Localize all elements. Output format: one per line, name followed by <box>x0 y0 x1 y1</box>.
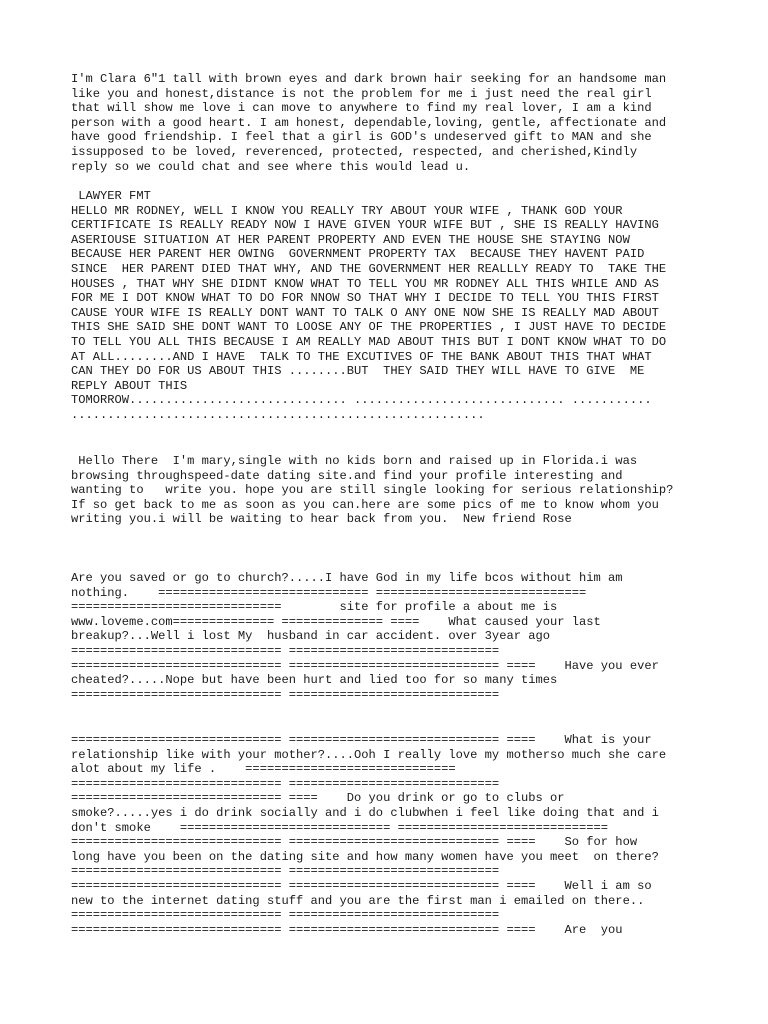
text-line: ============================= ============================= <box>71 687 500 702</box>
text-line: www.loveme.com============== ============== ==== What caused your last <box>71 614 601 629</box>
text-line: HOUSES , THAT WHY SHE DIDNT KNOW WHAT TO TELL YOU MR RODNEY ALL THIS WHILE AND AS <box>71 276 659 291</box>
text-line: TO TELL YOU ALL THIS BECAUSE I AM REALLY MAD ABOUT THIS BUT I DONT KNOW WHAT TO DO <box>71 335 667 349</box>
text-line: ============================= ============================= ==== Well i am so <box>71 879 652 893</box>
text-line: ============================= ============================= <box>71 776 500 791</box>
text-line: ============================= ==== Do you drink or go to clubs or <box>71 791 565 806</box>
text-line: SINCE HER PARENT DIED THAT WHY, AND THE GOVERNMENT HER REALLLY READY TO TAKE THE <box>71 262 667 276</box>
text-line: smoke?.....yes i do drink socially and i do clubwhen i feel like doing that and i <box>71 806 659 820</box>
text-line: CERTIFICATE IS REALLY READY NOW I HAVE GIVEN YOUR WIFE BUT , SHE IS REALLY HAVING <box>71 218 659 233</box>
text-line: have good friendship. I feel that a girl is GOD's undeserved gift to MAN and she <box>71 130 652 145</box>
text-line: THIS SHE SAID SHE DONT WANT TO LOOSE ANY OF THE PROPERTIES , I JUST HAVE TO DECIDE <box>71 320 667 335</box>
text-line: that will show me love i can move to anywhere to find my real lover, I am a kind <box>71 101 652 116</box>
text-line: reply so we could chat and see where this would lead u. <box>71 159 471 174</box>
text-line: FOR ME I DOT KNOW WHAT TO DO FOR NNOW SO THAT WHY I DECIDE TO TELL YOU THIS FIRST <box>71 291 659 306</box>
text-line: LAWYER FMT <box>71 189 151 203</box>
text-line: don't smoke ============================= ============================= <box>71 820 609 835</box>
text-line: ============================= ============================= ==== Are you <box>71 922 623 937</box>
text-line: CAN THEY DO FOR US ABOUT THIS ........BUT THEY SAID THEY WILL HAVE TO GIVE ME <box>71 364 645 379</box>
text-line: browsing throughspeed-date dating site.and find your profile interesting and <box>71 468 623 483</box>
text-line: issupposed to be loved, reverenced, protected, respected, and cherished,Kindly <box>71 145 638 159</box>
text-line: writing you.i will be waiting to hear back from you. New friend Rose <box>71 512 572 527</box>
text-line: If so get back to me as soon as you can.here are some pics of me to know whom you <box>71 497 659 512</box>
text-line: new to the internet dating stuff and you are the first man i emailed on there.. <box>71 893 645 908</box>
text-line: HELLO MR RODNEY, WELL I KNOW YOU REALLY TRY ABOUT YOUR WIFE , THANK GOD YOUR <box>71 203 623 218</box>
text-line: ============================= ============================= ==== What is your <box>71 733 652 747</box>
text-line: REPLY ABOUT THIS <box>71 378 188 393</box>
text-line: I'm Clara 6"1 tall with brown eyes and dark brown hair seeking for an handsome man <box>71 72 667 86</box>
text-line: cheated?.....Nope but have been hurt and lied too for so many times <box>71 673 558 688</box>
text-line: ......................................................... <box>71 408 485 422</box>
text-line: ASERIOUSE SITUATION AT HER PARENT PROPERTY AND EVEN THE HOUSE SHE STAYING NOW <box>71 232 630 247</box>
text-line: CAUSE YOUR WIFE IS REALLY DONT WANT TO TALK O ANY ONE NOW SHE IS REALLY MAD ABOUT <box>71 305 659 320</box>
text-line: AT ALL........AND I HAVE TALK TO THE EXCUTIVES OF THE BANK ABOUT THIS THAT WHAT <box>71 349 652 364</box>
text-line: nothing. ============================= ============================= <box>71 585 587 600</box>
text-line: person with a good heart. I am honest, dependable,loving, gentle, affectionate and <box>71 115 667 130</box>
text-line: ============================= site for profile a about me is <box>71 600 558 615</box>
text-line: ============================= ============================= <box>71 908 500 923</box>
text-line: wanting to write you. hope you are still single looking for serious relationship? <box>71 483 674 498</box>
text-line: ============================= ============================= ==== So for how <box>71 835 638 850</box>
text-line: ============================= ============================= ==== Have you ever <box>71 658 659 673</box>
text-line: ============================= ============================= <box>71 644 500 658</box>
text-line: Are you saved or go to church?.....I have God in my life bcos without him am <box>71 571 623 585</box>
text-line: like you and honest,distance is not the problem for me i just need the real girl <box>71 86 652 101</box>
text-line: alot about my life . ============================= <box>71 762 456 777</box>
text-line: BECAUSE HER PARENT HER OWING GOVERNMENT PROPERTY TAX BECAUSE THEY HAVENT PAID <box>71 247 645 262</box>
text-line: breakup?...Well i lost My husband in car accident. over 3year ago <box>71 629 550 644</box>
text-line: TOMORROW.............................. ............................. ........... <box>71 393 652 408</box>
text-line: long have you been on the dating site and how many women have you meet on there? <box>71 849 659 864</box>
text-line: Hello There I'm mary,single with no kids born and raised up in Florida.i was <box>71 454 638 468</box>
text-line: ============================= ============================= <box>71 864 500 879</box>
text-line: relationship like with your mother?....Ooh I really love my motherso much she care <box>71 747 667 762</box>
